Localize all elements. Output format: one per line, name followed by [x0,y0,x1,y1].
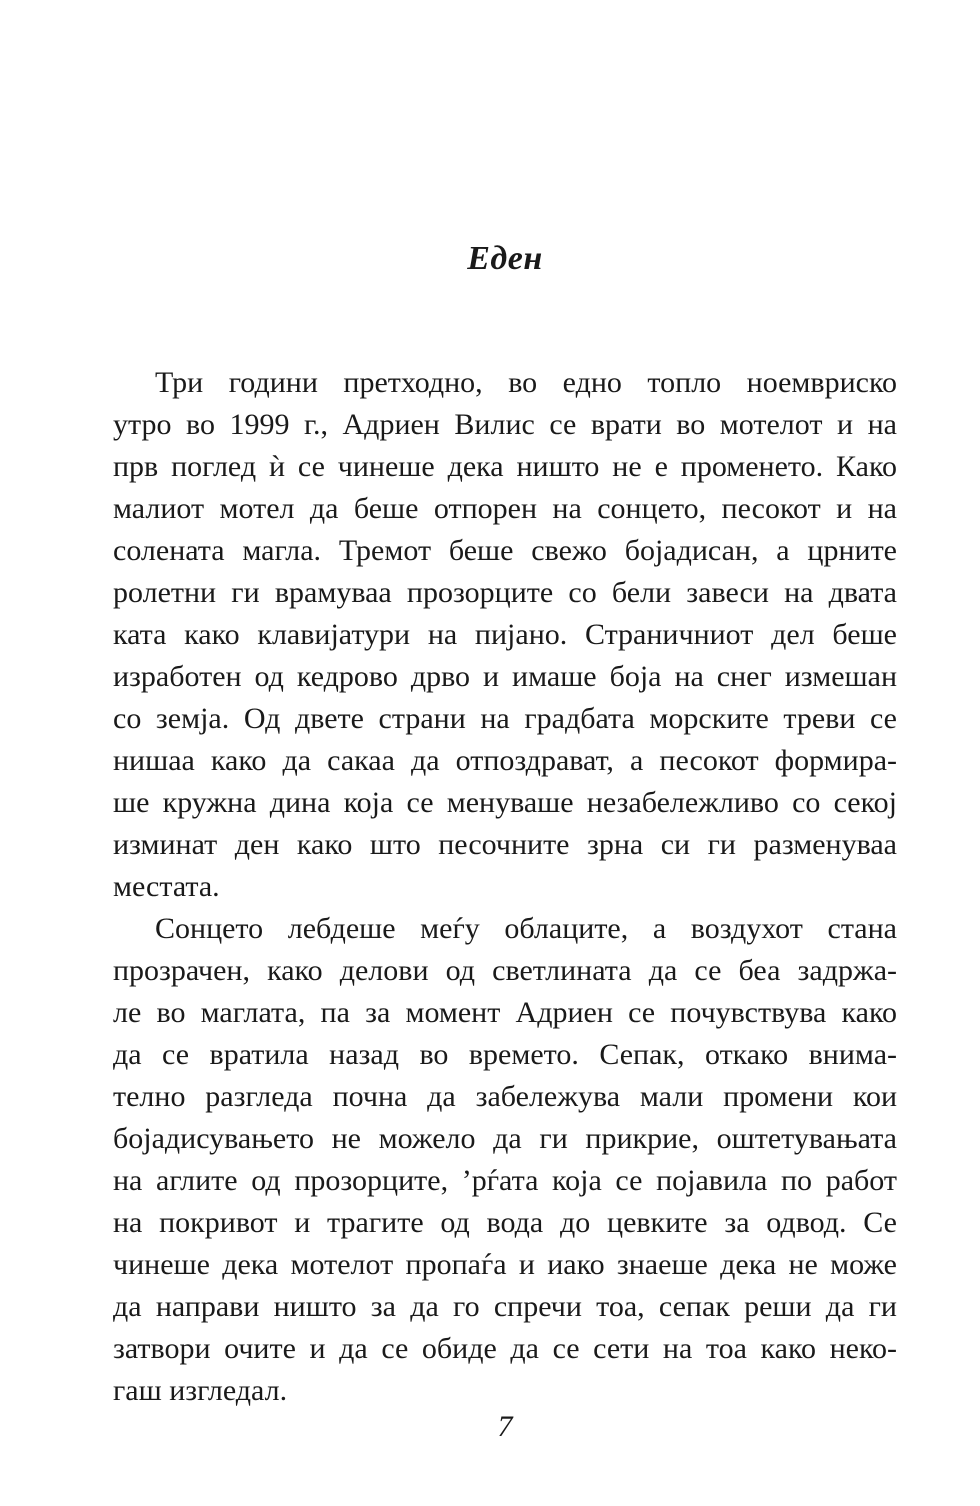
text-line: местата. [113,870,220,903]
text-line: гаш изгледал. [113,1374,288,1407]
text-line: изработен од кедрово дрво и имаше боја на снег измешан [113,660,897,693]
body-text [113,362,897,1412]
text-line: со земја. Од двете страни на градбата морските треви се [113,702,897,735]
page-number: 7 [497,1410,513,1443]
text-line: Три години претходно, во едно топло ноемвриско [155,366,897,399]
text-line: ше кружна дина која се менуваше незабележливо со секој [113,786,897,819]
text-line: ролетни ги врамуваа прозорците со бели завеси на двата [113,576,897,609]
text-line: прозрачен, како делови од светлината да се беа задржа- [113,954,897,987]
text-line: нишаа како да сакаа да отпоздрават, а песокот формира- [113,744,897,777]
text-line: на аглите од прозорците, ’рѓата која се појавила по работ [113,1164,897,1197]
text-line: телно разгледа почна да забележува мали промени кои [113,1080,897,1113]
text-line: малиот мотел да беше отпорен на сонцето, песокот и на [113,492,897,525]
text-line: изминат ден како што песочните зрна си ги разменуваа [113,828,897,861]
text-line: на покривот и трагите од вода до цевките за одвод. Се [113,1206,897,1239]
text-line: утро во 1999 г., Адриен Вилис се врати во мотелот и на [113,408,897,441]
text-line: да направи ништо за да го спречи тоа, сепак реши да ги [113,1290,897,1323]
text-line: ле во маглата, па за момент Адриен се почувствува како [113,996,897,1029]
text-line: Сонцето лебдеше меѓу облаците, а воздухот стана [155,912,897,945]
text-line: да се вратила назад во времето. Сепак, откако внима- [113,1038,897,1071]
text-line: бојадисувањето не можело да ги прикрие, оштетувањата [113,1122,897,1155]
text-line: чинеше дека мотелот пропаѓа и иако знаеше дека не може [113,1248,897,1281]
text-line: прв поглед ѝ се чинеше дека ништо не е променето. Како [113,450,897,483]
text-line: ката како клавијатури на пијано. Страничниот дел беше [113,618,897,651]
text-line: затвори очите и да се обиде да се сети на тоа како неко- [113,1332,897,1365]
text-line: солената магла. Тремот беше свежо бојадисан, а црните [113,534,897,567]
chapter-title: Еден [467,240,543,277]
